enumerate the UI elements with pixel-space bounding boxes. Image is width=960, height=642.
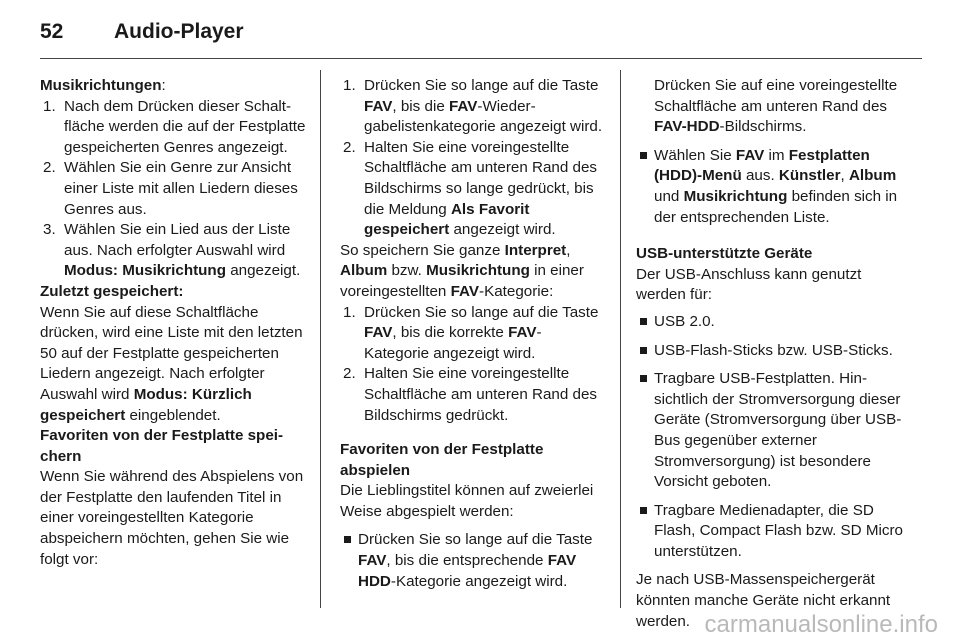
- watermark: carmanualsonline.info: [704, 611, 938, 638]
- favoriten-abspielen-heading: Favoriten von der Festplatte abspielen: [340, 441, 544, 479]
- zuletzt-heading: Zuletzt gespeichert:: [40, 282, 184, 300]
- zuletzt-paragraph: Wenn Sie auf diese Schaltfläche drücken, wird eine Liste mit den letzten 50 auf der Festplatte gespeicherten Liedern angezeigt. Nach erfolgter Auswahl wird Modus: Kürzlich gespeichert eingeblendet.: [40, 303, 303, 424]
- bullet-icon: [640, 318, 647, 325]
- list-item: USB-Flash-Sticks bzw. USB-Sticks.: [636, 341, 906, 362]
- list-item: Drücken Sie so lange auf die Taste FAV, bis die entsprechende FAV HDD-Kategorie angezeigt wird.: [340, 530, 606, 592]
- column-divider-2: [620, 70, 621, 608]
- list-item: 1. Drücken Sie so lange auf die Taste FAV, bis die korrekte FAV-Kategorie angezeigt wird.: [343, 303, 599, 362]
- page-title: Audio-Player: [114, 20, 244, 43]
- usb-heading: USB-unterstützte Geräte: [636, 245, 813, 263]
- bullet-icon: [640, 347, 647, 354]
- column-2: [340, 76, 606, 600]
- usb-closing: Je nach USB-Massenspeichergerät könnten manche Geräte nicht erkannt werden.: [636, 571, 891, 630]
- list-item: 3. Wählen Sie ein Lied aus der Liste aus. Nach erfolgter Auswahl wird Modus: Musikrichtung angezeigt.: [43, 221, 301, 280]
- bullet-icon: [640, 507, 647, 514]
- list-item: Wählen Sie FAV im Festplatten (HDD)-Menü aus. Künstler, Album und Musikrichtung befinden sich in der entsprechenden Liste.: [636, 146, 906, 228]
- bullet-icon: [344, 536, 351, 543]
- list-item: Tragbare Medienadapter, die SD Flash, Compact Flash bzw. SD Micro unterstützen.: [636, 501, 906, 563]
- section-musikrichtungen: Musikrichtungen:: [40, 77, 166, 94]
- speichern-paragraph: So speichern Sie ganze Interpret, Album bzw. Musikrichtung in einer voreingestellten FAV-Kategorie:: [340, 241, 584, 300]
- favoriten-speichern-paragraph: Wenn Sie während des Abspielens von der Festplatte den laufenden Titel in einer voreingestellten Kategorie abspeichern möchten, gehen Sie wie folgt vor:: [40, 468, 304, 568]
- page-number: 52: [40, 20, 64, 43]
- favoriten-abspielen-paragraph: Die Lieblingstitel können auf zweierlei Weise abgespielt werden:: [340, 482, 594, 520]
- column-divider-1: [320, 70, 321, 608]
- bullet-icon: [640, 375, 647, 382]
- header-rule: [40, 58, 922, 59]
- list-item: 2. Halten Sie eine voreingestellte Schaltfläche am unteren Rand des Bildschirms so lange gedrückt, bis die Meldung Als Favorit gespeichert angezeigt wird.: [343, 138, 598, 239]
- column-3: [636, 76, 906, 632]
- bullet-icon: [640, 152, 647, 159]
- favoriten-speichern-heading: Favoriten von der Festplatte speichern: [40, 427, 284, 465]
- musikrichtungen-heading: Musikrichtungen: [40, 77, 162, 94]
- list-item: 2. Halten Sie eine voreingestellte Schaltfläche am unteren Rand des Bildschirms gedrückt.: [343, 365, 598, 424]
- usb-intro: Der USB-Anschluss kann genutzt werden für:: [636, 265, 862, 304]
- list-item: USB 2.0.: [636, 312, 906, 333]
- column-1: [40, 76, 308, 570]
- page-header: [40, 18, 922, 60]
- list-item: 2. Wählen Sie ein Genre zur Ansicht einer Liste mit allen Liedern dieses Genres aus.: [43, 159, 298, 218]
- list-item: 1. Drücken Sie so lange auf die Taste FAV, bis die FAV-Wiedergabelistenkategorie angezeigt wird.: [343, 77, 603, 136]
- list-item: 1. Nach dem Drücken dieser Schaltfläche werden die auf der Festplatte gespeicherten Genres angezeigt.: [43, 97, 306, 156]
- bullet-continuation: Drücken Sie auf eine voreingestellte Schaltfläche am unteren Rand des FAV-HDD-Bildschirms.: [654, 77, 898, 136]
- list-item: Tragbare USB-Festplatten. Hinsichtlich der Stromversorgung dieser Geräte (Stromversorgung über USB-Bus gegenüber externer Stromversorgung) ist besondere Vorsicht geboten.: [636, 369, 906, 493]
